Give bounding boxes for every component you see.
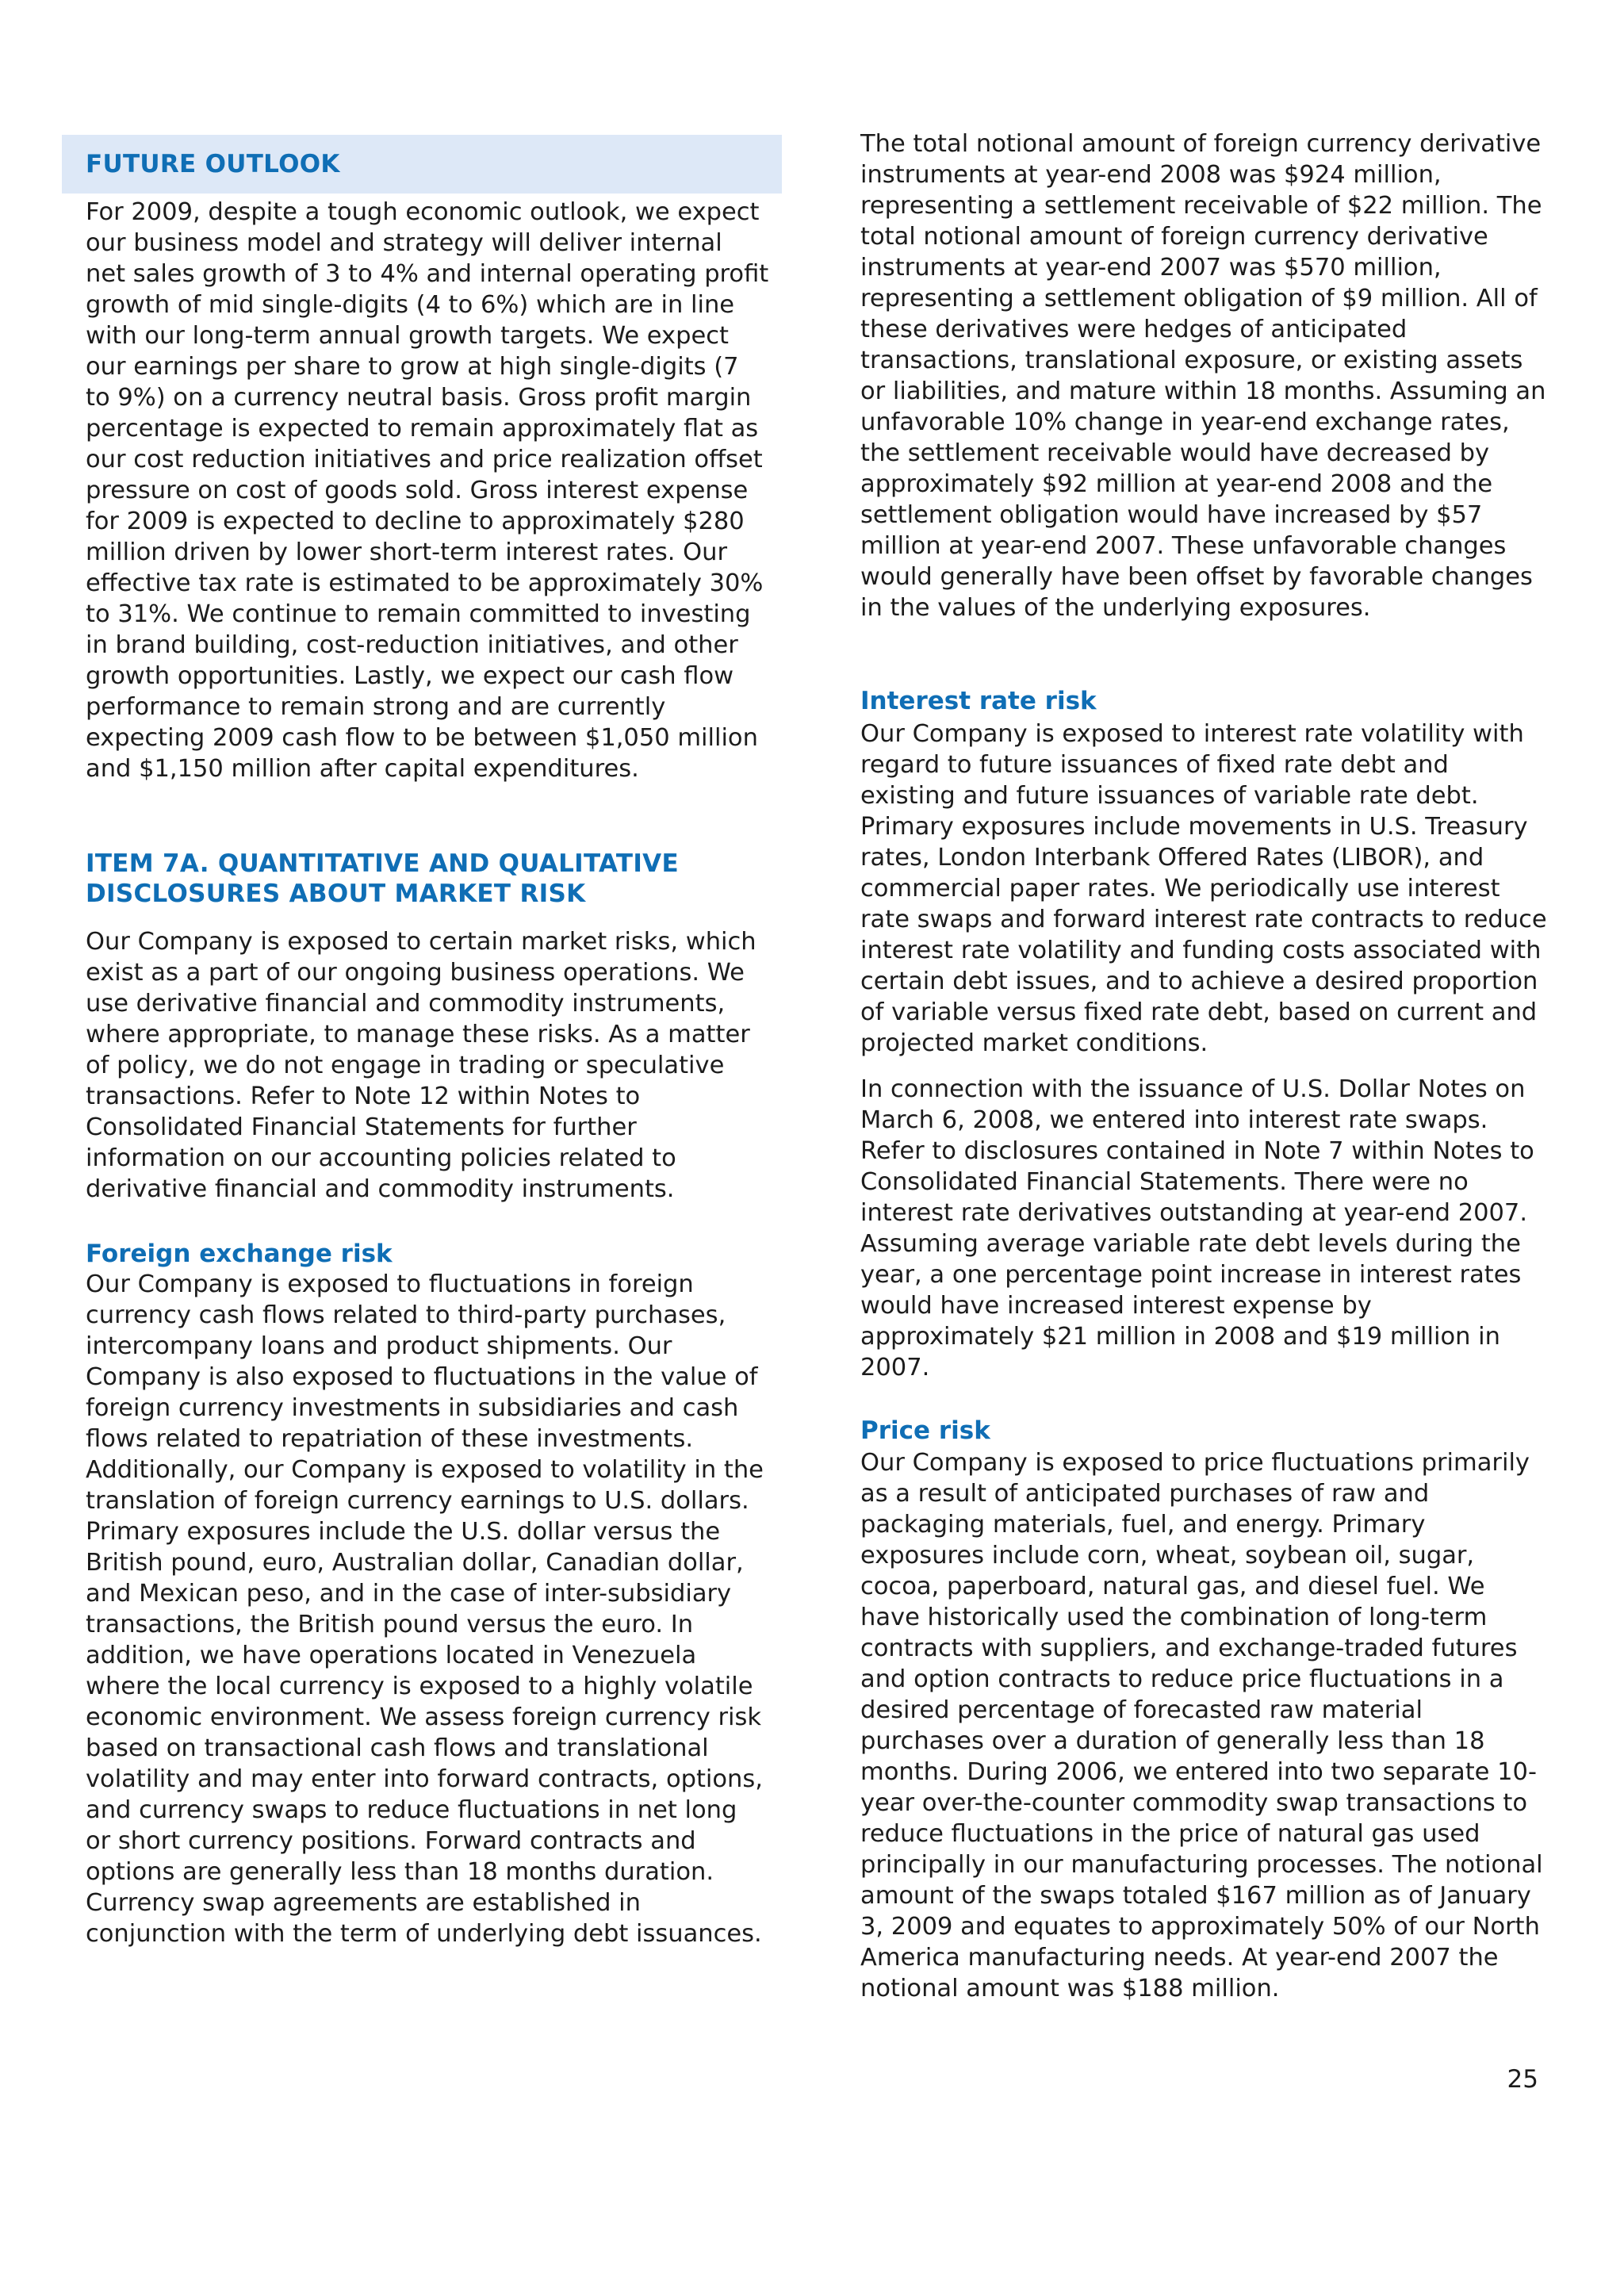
- price-risk-paragraph: Our Company is exposed to price fluctuations primarily as a result of anticipated purchases of raw and packaging materials, fuel, and energy. Primary exposures include corn, wheat, soybean oil, sugar, cocoa, paperboard, natural gas, and diesel fuel. We have historically used the combination of long-term contracts with suppliers, and exchange-traded futures and option contracts to reduce price fluctuations in a desired percentage of forecasted raw material purchases over a duration of generally less than 18 months. During 2006, we entered into two separate 10-year over-the-counter commodity swap transactions to reduce fluctuations in the price of natural gas used principally in our manufacturing processes. The notional amount of the swaps totaled $167 million as of January 3, 2009 and equates to approximately 50% of our North America manufacturing needs. At year-end 2007 the notional amount was $188 million.: [860, 1449, 1543, 2002]
- interest-rate-risk-heading: Interest rate risk: [860, 687, 1097, 715]
- interest-rate-swaps-paragraph: In connection with the issuance of U.S. Dollar Notes on March 6, 2008, we entered into interest rate swaps. Refer to disclosures contained in Note 7 within Notes to Consolidated Financial Statements. There were no interest rate derivatives outstanding at year-end 2007. Assuming average variable rate debt levels during the year, a one percentage point increase in interest rates would have increased interest expense by approximately $21 million in 2008 and $19 million in 2007.: [860, 1075, 1534, 1382]
- item-7a-heading-line-2: DISCLOSURES ABOUT MARKET RISK: [86, 879, 586, 908]
- price-risk-heading: Price risk: [860, 1416, 990, 1445]
- future-outlook-heading: FUTURE OUTLOOK: [86, 150, 340, 178]
- interest-rate-risk-paragraph: Our Company is exposed to interest rate volatility with regard to future issuances of fixed rate debt and existing and future issuances of variable rate debt. Primary exposures include movements in U.S. Treasury rates, London Interbank Offered Rates (LIBOR), and commercial paper rates. We periodically use interest rate swaps and forward interest rate contracts to reduce interest rate volatility and funding costs associated with certain debt issues, and to achieve a desired proportion of variable versus fixed rate debt, based on current and projected market conditions.: [860, 720, 1547, 1057]
- future-outlook-paragraph: For 2009, despite a tough economic outlook, we expect our business model and strategy will deliver internal net sales growth of 3 to 4% and internal operating profit growth of mid single-digits (4 to 6%) which are in line with our long-term annual growth targets. We expect our earnings per share to grow at high single-digits (7 to 9%) on a currency neutral basis. Gross profit margin percentage is expected to remain approximately flat as our cost reduction initiatives and price realization offset pressure on cost of goods sold. Gross interest expense for 2009 is expected to decline to approximately $280 million driven by lower short-term interest rates. Our effective tax rate is estimated to be approximately 30% to 31%. We continue to remain committed to investing in brand building, cost-reduction initiatives, and other growth opportunities. Lastly, we expect our cash flow performance to remain strong and are currently expecting 2009 cash flow to be between $1,050 million and $1,150 million after capital expenditures.: [86, 198, 769, 783]
- item-7a-heading-line-1: ITEM 7A. QUANTITATIVE AND QUALITATIVE: [86, 849, 679, 878]
- foreign-exchange-risk-heading: Foreign exchange risk: [86, 1240, 393, 1268]
- page-number: 25: [1507, 2065, 1538, 2094]
- market-risk-paragraph: Our Company is exposed to certain market risks, which exist as a part of our ongoing business operations. We use derivative financial and commodity instruments, where appropriate, to manage these risks. As a matter of policy, we do not engage in trading or speculative transactions. Refer to Note 12 within Notes to Consolidated Financial Statements for further information on our accounting policies related to derivative financial and commodity instruments.: [86, 928, 756, 1203]
- notional-amount-paragraph: The total notional amount of foreign currency derivative instruments at year-end 2008 was $924 million, representing a settlement receivable of $22 million. The total notional amount of foreign currency derivative instruments at year-end 2007 was $570 million, representing a settlement obligation of $9 million. All of these derivatives were hedges of anticipated transactions, translational exposure, or existing assets or liabilities, and mature within 18 months. Assuming an unfavorable 10% change in year-end exchange rates, the settlement receivable would have decreased by approximately $92 million at year-end 2008 and the settlement obligation would have increased by $57 million at year-end 2007. These unfavorable changes would generally have been offset by favorable changes in the values of the underlying exposures.: [860, 130, 1546, 622]
- foreign-exchange-risk-paragraph: Our Company is exposed to fluctuations in foreign currency cash flows related to third-party purchases, intercompany loans and product shipments. Our Company is also exposed to fluctuations in the value of foreign currency investments in subsidiaries and cash flows related to repatriation of these investments. Additionally, our Company is exposed to volatility in the translation of foreign currency earnings to U.S. dollars. Primary exposures include the U.S. dollar versus the British pound, euro, Australian dollar, Canadian dollar, and Mexican peso, and in the case of inter-subsidiary transactions, the British pound versus the euro. In addition, we have operations located in Venezuela where the local currency is exposed to a highly volatile economic environment. We assess foreign currency risk based on transactional cash flows and translational volatility and may enter into forward contracts, options, and currency swaps to reduce fluctuations in net long or short currency positions. Forward contracts and options are generally less than 18 months duration. Currency swap agreements are established in conjunction with the term of underlying debt issuances.: [86, 1270, 764, 1948]
